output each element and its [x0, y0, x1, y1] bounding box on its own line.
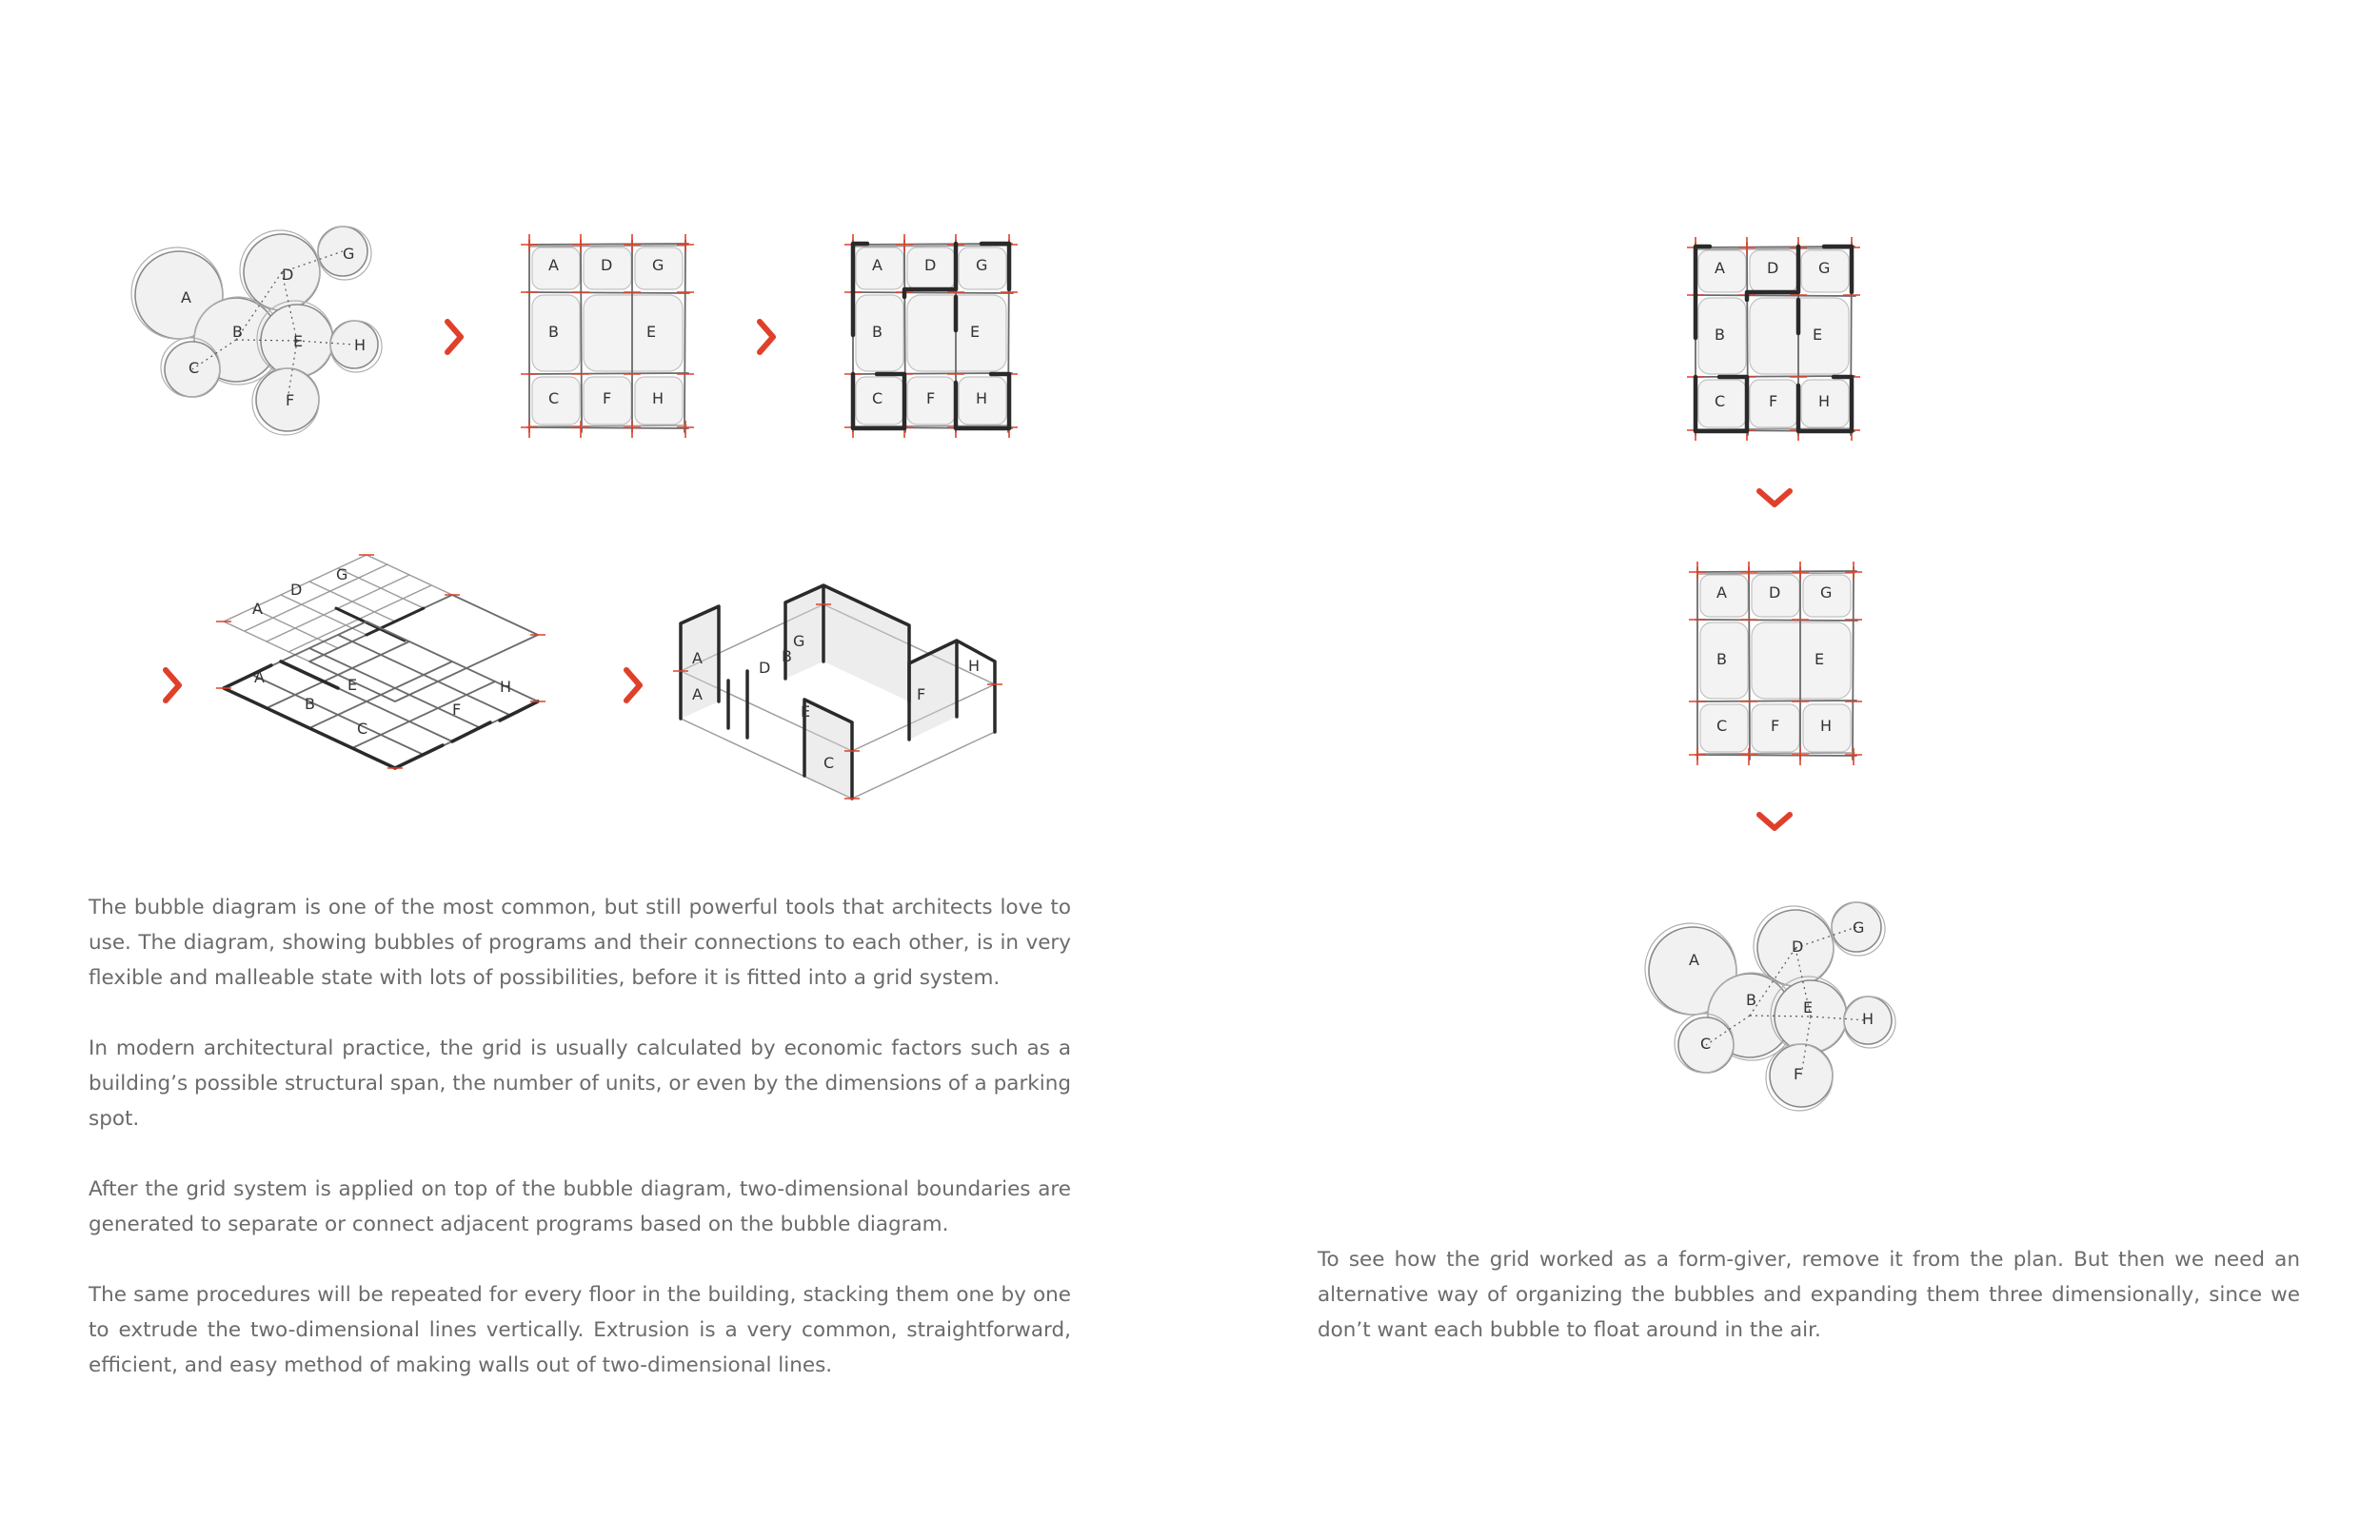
- label-a: A: [254, 668, 265, 686]
- label-h: H: [500, 678, 512, 696]
- label-b: B: [1715, 326, 1725, 344]
- label-b: B: [1716, 650, 1727, 668]
- label-c: C: [188, 359, 200, 377]
- label-h: H: [354, 336, 367, 354]
- label-f: F: [286, 391, 295, 409]
- label-e: E: [347, 676, 358, 694]
- label-g: G: [1818, 259, 1831, 277]
- label-e: E: [646, 323, 657, 341]
- right-description: [1318, 1242, 2300, 1383]
- arrow-down-1: [1754, 484, 1795, 512]
- label-b: B: [305, 695, 315, 713]
- paragraph-bubble-diagram: The bubble diagram is one of the most common, but still powerful tools that architects love to use. The diagram, showing bubbles of programs and their connections to each other, is in very flexible and malleable state with lots of possibilities, before it is fitted into a grid system.: [89, 896, 1071, 990]
- label-a: A: [1716, 583, 1727, 602]
- label-e: E: [293, 332, 304, 350]
- walls-plan-top: [843, 234, 1019, 434]
- label-b: B: [782, 647, 792, 665]
- label-h: H: [652, 389, 664, 407]
- label-g: G: [976, 256, 988, 274]
- label-c: C: [1700, 1035, 1712, 1053]
- label-a: A: [548, 256, 559, 274]
- paragraph-boundaries: After the grid system is applied on top of the bubble diagram, two-dimensional boundaries are generated to separate or connect adjacent programs based on the bubble diagram.: [89, 1177, 1071, 1236]
- label-c: C: [1715, 392, 1726, 410]
- label-g: G: [1853, 918, 1865, 937]
- paragraph-extrusion: The same procedures will be repeated for every floor in the building, stacking them one by one to extrude the two-dimensional lines vertically. Extrusion is a very common, straightforward, efficient, and easy method of making walls out of two-dimensional lines.: [89, 1283, 1071, 1377]
- label-c: C: [548, 389, 560, 407]
- label-d: D: [601, 256, 613, 274]
- label-g: G: [652, 256, 664, 274]
- label-d: D: [290, 581, 303, 599]
- label-e: E: [1803, 998, 1814, 1017]
- label-f: F: [917, 685, 926, 703]
- label-h: H: [1820, 717, 1833, 735]
- walls-plan-right: [1685, 237, 1861, 437]
- label-g: G: [793, 632, 805, 650]
- label-c: C: [1716, 717, 1728, 735]
- label-h: H: [968, 657, 981, 675]
- label-c: C: [357, 720, 368, 738]
- label-b: B: [872, 323, 883, 341]
- label-c: C: [872, 389, 883, 407]
- label-e: E: [801, 702, 811, 721]
- label-h: H: [976, 389, 988, 407]
- label-d: D: [282, 266, 294, 284]
- label-d: D: [1769, 583, 1781, 602]
- arrow-down-2: [1754, 807, 1795, 836]
- label-f: F: [1771, 717, 1780, 735]
- label-f: F: [452, 701, 462, 719]
- arrow-right-4: [619, 664, 647, 706]
- grid-plan-top: [519, 234, 695, 434]
- label-e: E: [1815, 650, 1825, 668]
- label-b: B: [548, 323, 559, 341]
- label-a: A: [1715, 259, 1725, 277]
- label-a: A: [692, 685, 703, 703]
- label-b: B: [232, 323, 243, 341]
- label-a: A: [181, 288, 191, 306]
- label-c: C: [823, 754, 835, 772]
- label-g: G: [1820, 583, 1833, 602]
- label-a: A: [1689, 951, 1699, 969]
- arrow-right-3: [158, 664, 187, 706]
- label-f: F: [1769, 392, 1778, 410]
- label-g: G: [336, 565, 348, 583]
- label-f: F: [926, 389, 936, 407]
- label-d: D: [924, 256, 937, 274]
- label-e: E: [1813, 326, 1823, 344]
- label-h: H: [1818, 392, 1831, 410]
- label-a: A: [692, 649, 703, 667]
- label-a: A: [252, 600, 263, 618]
- left-description: [89, 890, 1071, 1418]
- label-d: D: [1792, 938, 1804, 956]
- label-d: D: [759, 659, 771, 677]
- label-d: D: [1767, 259, 1779, 277]
- paragraph-form-giver: To see how the grid worked as a form-giver, remove it from the plan. But then we need an alternative way of organizing the bubbles and expanding them three dimensionally, since we don’t want each bubble to float around in the air.: [1318, 1248, 2300, 1342]
- label-f: F: [1794, 1065, 1803, 1083]
- grid-plan-right: [1687, 562, 1863, 761]
- arrow-right-2: [752, 316, 781, 358]
- stacked-floor-plans: [214, 547, 576, 800]
- label-g: G: [343, 245, 355, 263]
- extruded-walls-model: [671, 557, 1033, 809]
- label-b: B: [1746, 991, 1756, 1009]
- arrow-right-1: [440, 316, 468, 358]
- label-e: E: [970, 323, 981, 341]
- bubble-diagram-top: [143, 228, 400, 447]
- label-a: A: [872, 256, 883, 274]
- label-f: F: [603, 389, 612, 407]
- bubble-diagram-right: [1656, 904, 1914, 1123]
- paragraph-grid-economics: In modern architectural practice, the grid is usually calculated by economic factors such as a building’s possible structural span, the number of units, or even by the dimensions of a parking spot.: [89, 1037, 1071, 1131]
- label-h: H: [1862, 1010, 1874, 1028]
